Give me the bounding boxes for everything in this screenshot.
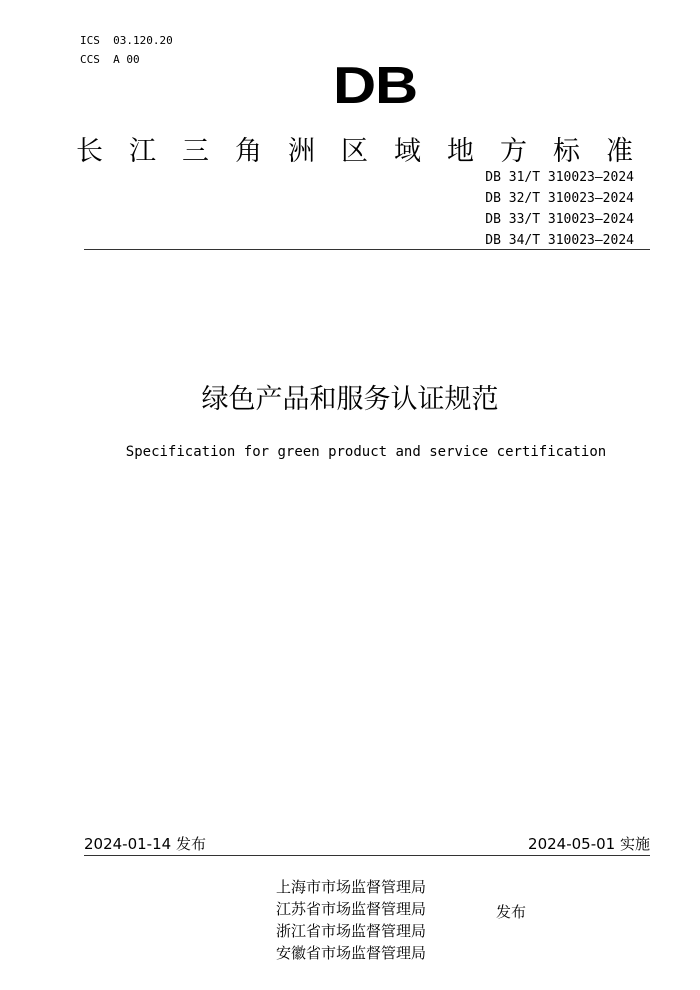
publish-date: 2024-01-14 发布 <box>84 835 206 853</box>
top-divider <box>84 249 650 250</box>
issuer-list <box>276 876 426 964</box>
issuer: 安徽省市场监督管理局 <box>276 944 427 962</box>
db-logo: DB <box>333 57 418 115</box>
document-title: 绿色产品和服务认证规范 <box>201 384 499 415</box>
standard-number: DB 32/T 310023—2024 <box>485 191 634 206</box>
issuer: 浙江省市场监督管理局 <box>276 922 427 940</box>
standard-number: DB 34/T 310023—2024 <box>485 233 634 248</box>
standard-number: DB 33/T 310023—2024 <box>485 212 634 227</box>
standard-number: DB 31/T 310023—2024 <box>485 170 634 185</box>
issuer: 上海市市场监督管理局 <box>276 878 427 896</box>
issuer: 江苏省市场监督管理局 <box>276 900 427 918</box>
standard-numbers <box>485 167 634 251</box>
bottom-divider <box>84 855 650 856</box>
effective-date: 2024-05-01 实施 <box>528 835 650 853</box>
ics-code: ICS 03.120.20 <box>80 34 173 47</box>
document-subtitle: Specification for green product and service certification <box>125 444 607 460</box>
issue-label: 发布 <box>496 903 527 921</box>
ccs-code: CCS A 00 <box>80 53 140 66</box>
standard-category-title: 长江三角洲区域地方标准 <box>76 136 659 167</box>
